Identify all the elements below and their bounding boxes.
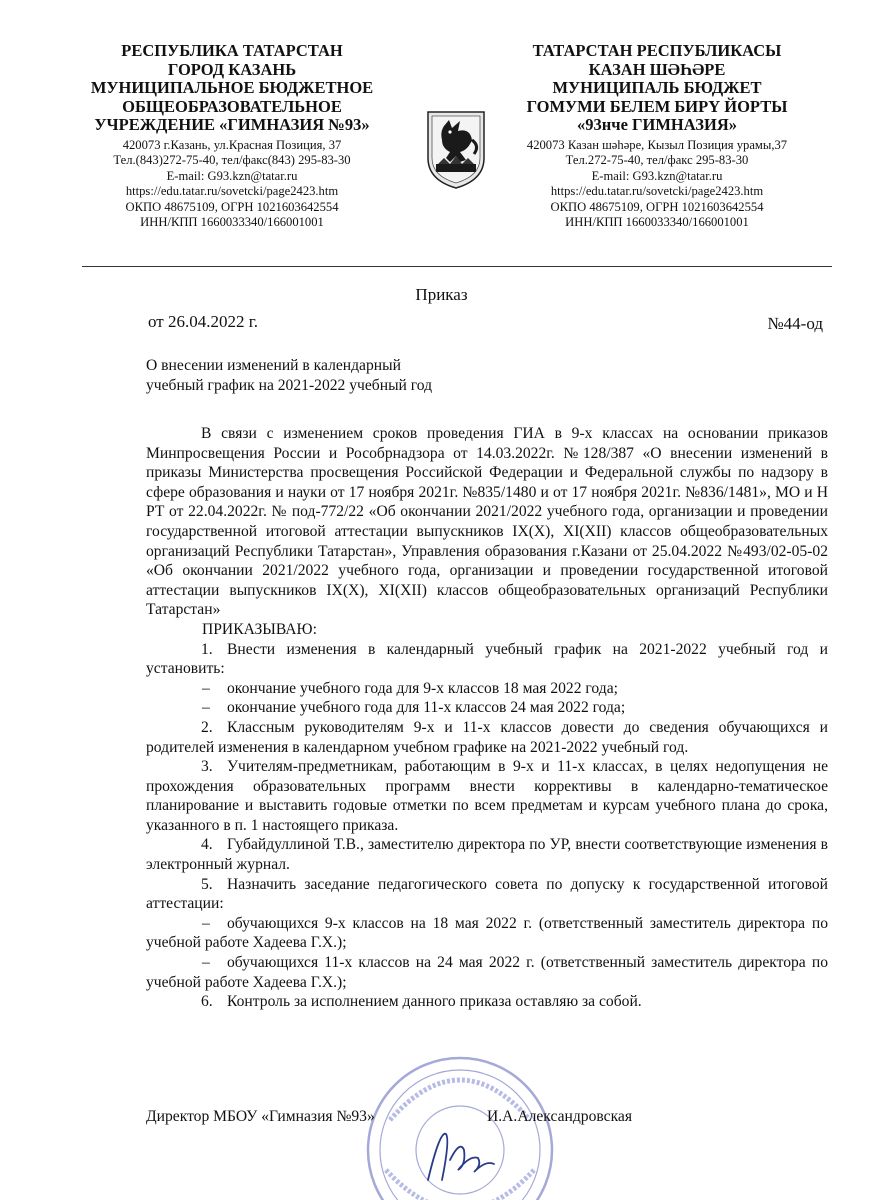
header-left-title-5: УЧРЕЖДЕНИЕ «ГИМНАЗИЯ №93» [94,115,370,134]
item-number: 4. [201,836,213,854]
order-item-3 [146,757,828,835]
order-item-4 [146,835,828,874]
header-right-okpo: ОКПО 48675109, ОГРН 1021603642554 [550,199,764,214]
header-left [62,42,402,231]
order-subitem-5a [146,914,828,953]
item-text: Назначить заседание педагогического совета по допуску к государственной итоговой аттестации: [146,875,828,913]
item-dash: – [202,679,210,697]
header-left-inn: ИНН/КПП 1660033340/166001001 [140,215,324,229]
header-left-title-3: МУНИЦИПАЛЬНОЕ БЮДЖЕТНОЕ [90,78,374,97]
item-dash: – [202,699,210,717]
header-right [487,42,827,231]
order-title: Приказ [415,285,468,304]
item-number: 5. [201,875,213,893]
header-right-website: https://edu.tatar.ru/sovetcki/page2423.htm [550,184,764,198]
order-subject-line-2: учебный график на 2021-2022 учебный год [146,377,433,394]
order-item-6 [146,992,828,1012]
header-right-title-1: ТАТАРСТАН РЕСПУБЛИКАСЫ [532,41,782,60]
order-subitem-1a [146,679,828,699]
kazan-coat-of-arms-icon [414,106,498,190]
item-number: 6. [201,993,213,1011]
header-divider [82,266,832,267]
header-left-address: 420073 г.Казань, ул.Красная Позиция, 37 [122,137,342,152]
preamble-paragraph: В связи с изменением сроков проведения ГИА в 9-х классах на основании приказов Минпросвещения России и Рособрнадзора от 14.03.2022г. №128/387 «О внесении изменений в приказы Министерства просвещения Российской Федерации и Федеральной службы по надзору в сфере образования и науки от 17 ноября 2021г. №835/1480 и от 17 ноября 2021г. №836/1481», МО и Н РТ от 22.04.2022г. № под-772/22 «Об окончании 2021/2022 учебного года, организации и проведении государственной итоговой аттестации выпускников IX(X), XI(XII) классов общеобразовательных организаций Республики Татарстан», Управления образования г.Казани от 25.04.2022 №493/02-05-02 «Об окончании 2021/2022 учебного года, организации и проведении государственной итоговой аттестации выпускников IX(X), XI(XII) классов общеобразовательных организаций Республики Татарстан» [146,425,828,619]
order-date: от 26.04.2022 г. [148,312,259,331]
item-dash: – [202,914,210,932]
order-subject-line-1: О внесении изменений в календарный [146,357,401,374]
item-text: обучающихся 9-х классов на 18 мая 2022 г. (ответственный заместитель директора по учебной работе Хадеева Г.Х.); [146,914,828,952]
item-text: Учителям-предметникам, работающим в 9-х и 11-х классах, в целях недопущения не прохождения образовательных программ внести коррективы в календарно-тематическое планирование и выставить годовые отметки по всем предметам и курсам учебного плана до срока, указанного в п. 1 настоящего приказа. [146,758,828,834]
order-word: ПРИКАЗЫВАЮ: [202,620,317,638]
header-right-address: 420073 Казан шәһәре, Кызыл Позиция урамы,37 [526,137,788,152]
item-text: обучающихся 11-х классов на 24 мая 2022 г. (ответственный заместитель директора по учебной работе Хадеева Г.Х.); [146,954,828,991]
header-left-title-4: ОБЩЕОБРАЗОВАТЕЛЬНОЕ [122,96,342,116]
signature-name: И.А.Александровская [487,1108,633,1125]
order-item-2 [146,718,828,757]
header-right-title-3: МУНИЦИПАЛЬ БЮДЖЕТ [552,78,762,97]
item-text: Контроль за исполнением данного приказа оставляю за собой. [227,993,642,1011]
item-text: Внести изменения в календарный учебный график на 2021-2022 учебный год и установить: [146,640,828,678]
header-right-title-4: ГОМУМИ БЕЛЕМ БИРҮ ЙОРТЫ [526,96,788,116]
order-item-5 [146,875,828,914]
header-right-title-5: «93нче ГИМНАЗИЯ» [577,115,737,134]
order-item-1 [146,640,828,679]
header-left-title-1: РЕСПУБЛИКА ТАТАРСТАН [121,41,343,60]
signature-position: Директор МБОУ «Гимназия №93» [146,1108,375,1125]
order-number: №44-од [767,314,823,333]
order-subitem-5b [146,953,828,992]
item-text: Классным руководителям 9-х и 11-х классов довести до сведения обучающихся и родителей изменения в календарном учебном графике на 2021-2022 учебный год. [146,718,828,756]
header-left-email: E-mail: G93.kzn@tatar.ru [166,168,298,183]
order-subitem-1b [146,698,828,718]
item-number: 2. [201,718,213,736]
item-number: 3. [201,758,213,776]
item-text: окончание учебного года для 9-х классов 18 мая 2022 года; [227,679,618,697]
order-body [146,424,828,1012]
header-left-website: https://edu.tatar.ru/sovetcki/page2423.htm [125,184,339,198]
item-dash: – [202,954,210,972]
header-right-phone: Тел.272-75-40, тел/факс 295-83-30 [565,153,749,167]
header-right-inn: ИНН/КПП 1660033340/166001001 [565,215,749,229]
header-left-title-2: ГОРОД КАЗАНЬ [167,59,297,79]
header-left-phone: Тел.(843)272-75-40, тел/факс(843) 295-83-30 [113,153,351,167]
header-right-title-2: КАЗАН ШӘҺӘРЕ [588,59,726,79]
header-left-okpo: ОКПО 48675109, ОГРН 1021603642554 [125,199,339,214]
item-text: Губайдуллиной Т.В., заместителю директора по УР, внести соответствующие изменения в электронный журнал. [146,836,828,874]
item-number: 1. [201,640,213,658]
order-subject [146,356,432,396]
item-text: окончание учебного года для 11-х классов 24 мая 2022 года; [227,699,626,717]
header-right-email: E-mail: G93.kzn@tatar.ru [591,168,723,183]
